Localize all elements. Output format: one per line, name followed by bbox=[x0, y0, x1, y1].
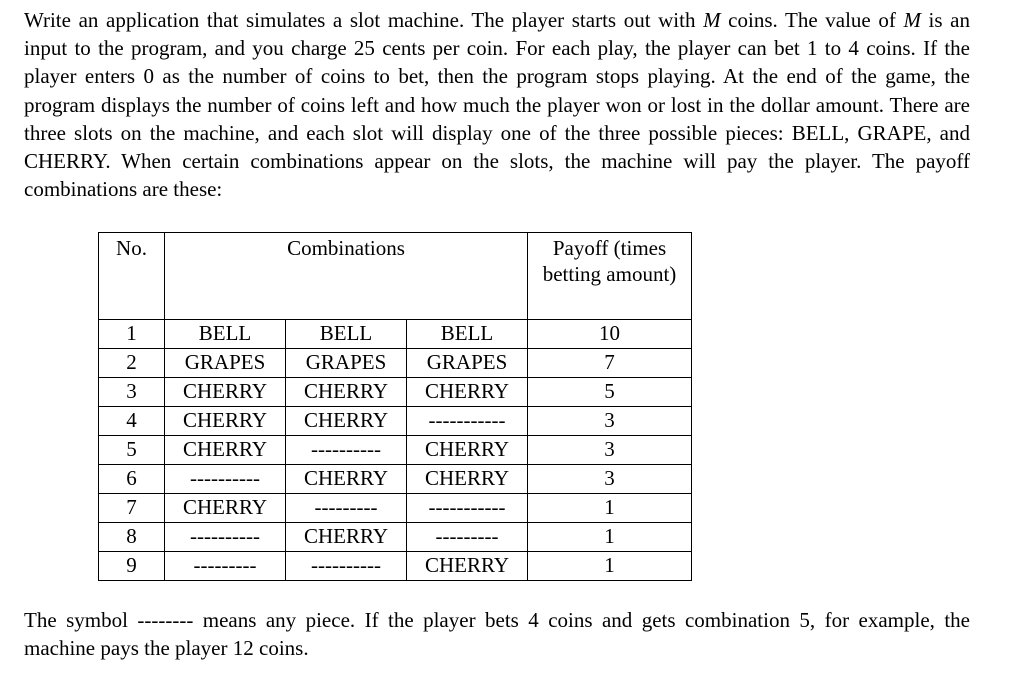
header-combinations: Combinations bbox=[165, 233, 528, 320]
cell-slot-1: GRAPES bbox=[165, 349, 286, 378]
cell-slot-1: BELL bbox=[165, 320, 286, 349]
cell-payoff: 3 bbox=[528, 436, 692, 465]
cell-slot-1: CHERRY bbox=[165, 407, 286, 436]
cell-slot-3: CHERRY bbox=[407, 465, 528, 494]
cell-slot-3: ----------- bbox=[407, 494, 528, 523]
cell-payoff: 1 bbox=[528, 494, 692, 523]
cell-slot-2: ---------- bbox=[286, 552, 407, 581]
cell-slot-1: CHERRY bbox=[165, 436, 286, 465]
cell-no: 1 bbox=[99, 320, 165, 349]
header-payoff: Payoff (times betting amount) bbox=[528, 233, 692, 320]
intro-text-1: Write an application that simulates a slot machine. The player starts out with bbox=[24, 8, 704, 32]
table-body bbox=[99, 320, 692, 581]
cell-payoff: 1 bbox=[528, 552, 692, 581]
cell-slot-3: BELL bbox=[407, 320, 528, 349]
cell-slot-1: CHERRY bbox=[165, 378, 286, 407]
cell-no: 4 bbox=[99, 407, 165, 436]
header-no: No. bbox=[99, 233, 165, 320]
cell-slot-2: CHERRY bbox=[286, 407, 407, 436]
cell-no: 8 bbox=[99, 523, 165, 552]
table-row bbox=[99, 465, 692, 494]
cell-slot-1: ---------- bbox=[165, 465, 286, 494]
variable-m: M bbox=[703, 8, 721, 32]
table-row bbox=[99, 552, 692, 581]
table-row bbox=[99, 378, 692, 407]
cell-no: 7 bbox=[99, 494, 165, 523]
cell-payoff: 5 bbox=[528, 378, 692, 407]
cell-slot-2: CHERRY bbox=[286, 378, 407, 407]
cell-slot-1: --------- bbox=[165, 552, 286, 581]
cell-slot-2: GRAPES bbox=[286, 349, 407, 378]
cell-slot-3: CHERRY bbox=[407, 552, 528, 581]
table-row bbox=[99, 494, 692, 523]
table-row bbox=[99, 320, 692, 349]
cell-slot-3: --------- bbox=[407, 523, 528, 552]
cell-slot-1: ---------- bbox=[165, 523, 286, 552]
table-row bbox=[99, 436, 692, 465]
footer-note: The symbol -------- means any piece. If the player bets 4 coins and gets combination 5, for example, the machine pays the player 12 coins. bbox=[24, 608, 970, 661]
cell-slot-3: CHERRY bbox=[407, 436, 528, 465]
table-header-row bbox=[99, 233, 692, 320]
problem-statement bbox=[24, 6, 970, 203]
cell-slot-2: ---------- bbox=[286, 436, 407, 465]
table-row bbox=[99, 349, 692, 378]
payoff-table bbox=[98, 232, 692, 581]
variable-m: M bbox=[903, 8, 921, 32]
cell-payoff: 3 bbox=[528, 407, 692, 436]
cell-slot-3: CHERRY bbox=[407, 378, 528, 407]
cell-no: 9 bbox=[99, 552, 165, 581]
cell-no: 6 bbox=[99, 465, 165, 494]
table-row bbox=[99, 407, 692, 436]
cell-slot-2: CHERRY bbox=[286, 465, 407, 494]
cell-payoff: 3 bbox=[528, 465, 692, 494]
cell-no: 2 bbox=[99, 349, 165, 378]
cell-slot-2: CHERRY bbox=[286, 523, 407, 552]
cell-slot-2: --------- bbox=[286, 494, 407, 523]
cell-no: 3 bbox=[99, 378, 165, 407]
cell-slot-3: ----------- bbox=[407, 407, 528, 436]
cell-payoff: 10 bbox=[528, 320, 692, 349]
cell-no: 5 bbox=[99, 436, 165, 465]
intro-text-2: coins. The value of bbox=[720, 8, 904, 32]
table-row bbox=[99, 523, 692, 552]
cell-slot-3: GRAPES bbox=[407, 349, 528, 378]
cell-slot-1: CHERRY bbox=[165, 494, 286, 523]
cell-slot-2: BELL bbox=[286, 320, 407, 349]
intro-text-3: is an input to the program, and you charge 25 cents per coin. For each play, the player can bet 1 to 4 coins. If the player enters 0 as the number of coins to bet, then the program stops playing. At the end of the game, the program displays the number of coins left and how much the player won or lost in the dollar amount. There are three slots on the machine, and each slot will display one of the three possible pieces: BELL, GRAPE, and CHERRY. When certain combinations appear on the slots, the machine will pay the player. The payoff combinations are these: bbox=[24, 8, 970, 202]
cell-payoff: 7 bbox=[528, 349, 692, 378]
cell-payoff: 1 bbox=[528, 523, 692, 552]
